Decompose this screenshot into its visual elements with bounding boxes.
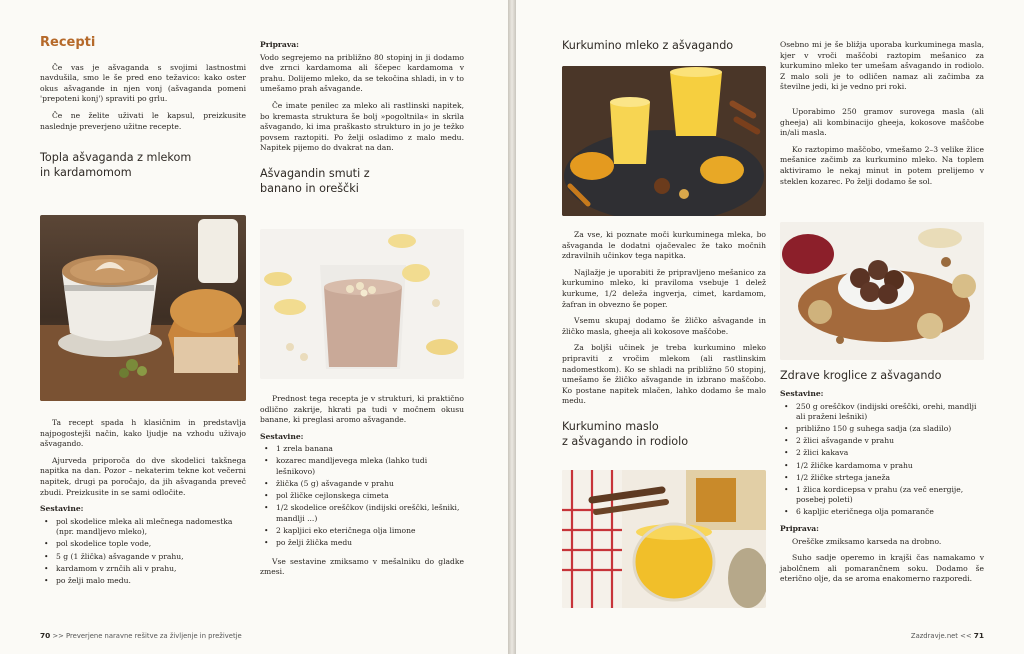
list-item: • pol skodelice tople vode, (56, 539, 246, 550)
page-number: 70 (40, 631, 51, 640)
intro-paragraph-1: Če vas je ašvaganda s svojimi lastnostmi navdušila, smo le še pred eno težavico: kako oster okus ašvagande in njen vonj (ašvaganda pomeni 'prepoteni konj') spraviti po grlu. (40, 62, 246, 104)
list-item: • 6 kapljic eteričnega olja pomaranče (796, 507, 984, 518)
list-item: • kozarec mandljevega mleka (lahko tudi lešnikovo) (276, 456, 464, 477)
recipe3-paragraph-4: Za boljši učinek je treba kurkumino mleko pripraviti z vročim mlekom (ali rastlinskim nadomestkom). Ko se shladi na približno 50 stopinj, umešamo še žličko ašvagande in izbrano maščobo. Ko postane napitek mlačen, lahko dodamo še malo medu. (562, 343, 766, 406)
recipe2-ingredients-list (260, 444, 464, 548)
recipe1-body (40, 418, 246, 588)
recipe4-paragraph-1: Osebno mi je še bližja uporaba kurkuminega masla, kjer v vroči maščobi raztopim mešanico za kurkumino mleko ter umešam ašvagando in rodiolo. Z malo soli je to odličen namaz ali začimba za številne jedi, ki je vedno pri roki. (780, 40, 984, 92)
recipe5-prep-1: Oreščke zmiksamo karseda na drobno. (792, 536, 942, 546)
footer-text: Zazdravje.net << (910, 632, 972, 640)
right-column-1 (562, 38, 766, 59)
list-item: • pol žličke cejlonskega cimeta (276, 491, 464, 502)
recipe5-body (780, 368, 984, 591)
latte-photo (40, 215, 246, 401)
left-page (0, 0, 508, 654)
list-item: • 2 žlici ašvagande v prahu (796, 436, 984, 447)
golden-milk-photo (562, 66, 766, 216)
recipe5-prep-2: Suho sadje operemo in krajši čas namakamo v jabolčnem ali pomarančnem soku. Dodamo še eterično olje, da se aroma enakomerno razporedi. (780, 553, 984, 584)
recipe1-ingredients-list (40, 517, 246, 587)
recipe2-end: Vse sestavine zmiksamo v mešalniku do gladke zmesi. (260, 556, 464, 577)
left-column-2 (260, 40, 464, 202)
list-item: • 1/2 žličke kardamoma v prahu (796, 461, 984, 472)
recipe1-paragraph-2: Ajurveda priporoča do dve skodelici takšnega napitka na dan. Pozor – nekaterim tekne kot večerni napitek, drugi pa poročajo, da jih ašvaganda preveč zbudi. Preizkusite in se sami odločite. (40, 455, 246, 497)
recipe1-paragraph-1: Ta recept spada h klasičnim in predstavlja najpogostejši način, kako ljudje na vzhodu uživajo ašvagando. (40, 418, 246, 449)
recipe5-title: Zdrave kroglice z ašvagando (780, 369, 942, 382)
recipe4-paragraph-3: Ko raztopimo maščobo, vmešamo 2–3 velike žlice mešanice začimb za kurkumino mleko. Na toplem aktiviramo le nekaj minut in potem prelijemo v steklen kozarec. Po želji dodamo še sol. (780, 144, 984, 186)
recipe4-paragraph-2: Uporabimo 250 gramov surovega masla (ali gheeja) ali kombinacijo gheeja, kokosove maščobe in/ali masla. (780, 106, 984, 138)
list-item: • kardamom v zrnčih ali v prahu, (56, 564, 246, 575)
recipe5-ingredients-list (780, 402, 984, 518)
list-item: • po želji malo medu. (56, 576, 246, 587)
list-item: • žlička (5 g) ašvagande v prahu (276, 479, 464, 490)
left-footer (40, 631, 242, 640)
list-item: • pol skodelice mleka ali mlečnega nadomestka (npr. mandljevo mleko), (56, 517, 246, 538)
list-item: • 1 zrela banana (276, 444, 464, 455)
right-footer (911, 631, 984, 640)
left-column-1 (40, 35, 246, 186)
list-item: • 250 g oreščkov (indijski oreščki, orehi, mandlji ali praženi lešniki) (796, 402, 984, 423)
book-gutter (508, 0, 516, 654)
recipe4-title: Kurkumino maslo z ašvagando in rodiolo (562, 419, 689, 448)
recipe1-title: Topla ašvaganda z mlekom in kardamomom (40, 151, 192, 180)
turmeric-butter-photo (562, 470, 766, 608)
list-item: • približno 150 g suhega sadja (za sladilo) (796, 424, 984, 435)
recipe3-paragraph-2: Najlažje je uporabiti že pripravljeno mešanico za kurkumino mleko, ki praviloma vsebuje 1 delež kurkume, 1/2 deleža ingverja, cimet, kardamom, žafran in obvezno še poper. (562, 267, 766, 309)
list-item: • 5 g (1 žlička) ašvagande v prahu, (56, 552, 246, 563)
recipe1-prep-1: Vodo segrejemo na približno 80 stopinj in ji dodamo dve zrnci kardamoma ali ščepec kardamoma v prahu. Dolijemo mleko, da se tekočina shladi, in v to umešamo prah ašvagande. (260, 52, 464, 94)
list-item: • po želji žlička medu (276, 538, 464, 549)
smoothie-photo (260, 229, 464, 379)
recipe2-ingredients-label: Sestavine: (260, 431, 304, 441)
recipe3-title: Kurkumino mleko z ašvagando (562, 39, 734, 52)
recipe1-prep-label: Priprava: (260, 40, 299, 49)
recipe1-prep-2: Če imate penilec za mleko ali rastlinski napitek, bo kremasta struktura še bolj »pogoltnila« in skrila ašvagando, ki ima praškasto strukturo in jo je težko povsem raztopiti. Po želji osladimo z malo medu. Napitek pijemo do dvakrat na dan. (260, 100, 464, 153)
recipe2-paragraph-1: Prednost tega recepta je v strukturi, ki praktično odlično zakrije, hkrati pa tudi v močnem okusu banane, ki preglasi aromo ašvagande. (260, 394, 464, 425)
list-item: • 1/2 žličke strtega janeža (796, 473, 984, 484)
recipe5-prep-label: Priprava: (780, 524, 819, 534)
recipe3-body (562, 230, 766, 455)
energy-balls-photo (780, 222, 984, 360)
list-item: • 1 žlica kordicepsa v prahu (za več energije, posebej poleti) (796, 485, 984, 506)
list-item: • 2 kapljici eko eteričnega olja limone (276, 526, 464, 537)
recipe1-ingredients-label: Sestavine: (40, 504, 84, 514)
recipe2-body (260, 394, 464, 584)
page-number: 71 (973, 631, 984, 640)
list-item: • 2 žlici kakava (796, 448, 984, 459)
footer-text: >> Preverjene naravne rešitve za življenje in preživetje (52, 632, 242, 640)
right-page (516, 0, 1024, 654)
recipe5-ingredients-label: Sestavine: (780, 389, 824, 398)
recipe3-paragraph-3: Vsemu skupaj dodamo še žličko ašvagande in žličko masla, gheeja ali kokosove maščobe. (562, 316, 766, 336)
intro-paragraph-2: Če ne želite uživati le kapsul, preizkusite naslednje preverjeno užitne recepte. (40, 110, 246, 131)
section-title: Recepti (40, 35, 96, 50)
list-item: • 1/2 skodelice oreščkov (indijski oreščki, lešniki, mandlji ...) (276, 503, 464, 524)
recipe2-title: Ašvagandin smuti z banano in oreščki (260, 166, 370, 195)
recipe3-paragraph-1: Za vse, ki poznate moči kurkuminega mleka, bo ašvaganda le dodatni ojačevalec že tako močnih zdravilnih učinkov tega napitka. (562, 230, 766, 261)
right-column-2 (780, 40, 984, 193)
